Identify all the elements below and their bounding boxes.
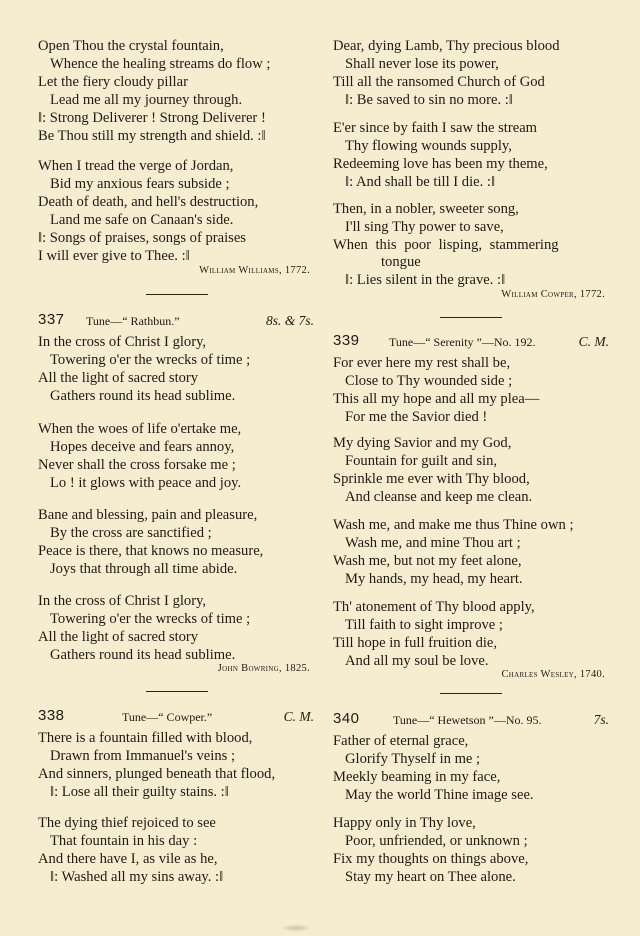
- verse-line: I'll sing Thy power to save,: [345, 219, 504, 235]
- verse-line: My hands, my head, my heart.: [345, 571, 523, 587]
- hymn-header-338: [38, 709, 318, 729]
- tune-name: Tune—“ Cowper.”: [122, 710, 213, 724]
- verse-line: ‖: Be saved to sin no more. :‖: [345, 92, 513, 108]
- verse-line: Gathers round its head sublime.: [50, 388, 236, 404]
- verse-line: Bane and blessing, pain and pleasure,: [38, 507, 258, 523]
- verse-line: Whence the healing streams do flow ;: [50, 56, 271, 72]
- verse-line: Till hope in full fruition die,: [333, 635, 498, 651]
- verse-line: Never shall the cross forsake me ;: [38, 457, 236, 473]
- verse-line: Bid my anxious fears subside ;: [50, 176, 230, 192]
- verse-line: Open Thou the crystal fountain,: [38, 38, 224, 54]
- verse-line: Be Thou still my strength and shield. :‖: [38, 128, 266, 144]
- verse-line: Dear, dying Lamb, Thy precious blood: [333, 38, 560, 54]
- verse-line: ‖: Strong Deliverer ! Strong Deliverer !: [38, 110, 266, 126]
- author-attribution: William Cowper, 1772.: [501, 289, 605, 300]
- verse-line: There is a fountain filled with blood,: [38, 730, 253, 746]
- hymn-header-340: [333, 712, 613, 732]
- author-attribution: John Bowring, 1825.: [217, 663, 310, 674]
- verse-line: Let the fiery cloudy pillar: [38, 74, 188, 90]
- verse-line: ‖: Lose all their guilty stains. :‖: [50, 784, 229, 800]
- verse-line: Thy flowing wounds supply,: [345, 138, 512, 154]
- verse-line: The dying thief rejoiced to see: [38, 815, 216, 831]
- section-divider: [146, 294, 208, 295]
- verse-line: All the light of sacred story: [38, 370, 199, 386]
- hymn-number: 340: [333, 710, 360, 727]
- verse-line: Towering o'er the wrecks of time ;: [50, 352, 251, 368]
- tune-name: Tune—“ Hewetson ”—No. 95.: [393, 713, 542, 727]
- meter: C. M.: [578, 334, 609, 349]
- meter: C. M.: [283, 709, 314, 724]
- verse-line: Glorify Thyself in me ;: [345, 751, 481, 767]
- verse-line: Meekly beaming in my face,: [333, 769, 501, 785]
- verse-line: Th' atonement of Thy blood apply,: [333, 599, 535, 615]
- verse-line: In the cross of Christ I glory,: [38, 593, 207, 609]
- verse-line: Wash me, and make me thus Thine own ;: [333, 517, 574, 533]
- section-divider: [440, 317, 502, 318]
- verse-line: Peace is there, that knows no measure,: [38, 543, 264, 559]
- verse-line: Death of death, and hell's destruction,: [38, 194, 259, 210]
- verse-line: Father of eternal grace,: [333, 733, 469, 749]
- verse-line: Lead me all my journey through.: [50, 92, 243, 108]
- verse-line: Wash me, and mine Thou art ;: [345, 535, 521, 551]
- hymn-header-339: [333, 334, 613, 354]
- verse-line: Happy only in Thy love,: [333, 815, 476, 831]
- verse-line: I will ever give to Thee. :‖: [38, 248, 190, 264]
- verse-line: When the woes of life o'ertake me,: [38, 421, 242, 437]
- verse-line: Sprinkle me ever with Thy blood,: [333, 471, 530, 487]
- verse-line: Joys that through all time abide.: [50, 561, 238, 577]
- verse-line: For me the Savior died !: [345, 409, 488, 425]
- verse-line: When I tread the verge of Jordan,: [38, 158, 234, 174]
- meter: 7s.: [593, 712, 609, 727]
- verse-line: May the world Thine image see.: [345, 787, 534, 803]
- meter: 8s. & 7s.: [265, 313, 314, 328]
- verse-line: Stay my heart on Thee alone.: [345, 869, 516, 885]
- print-smudge: [280, 924, 312, 932]
- verse-line: ‖: And shall be till I die. :‖: [345, 174, 496, 190]
- section-divider: [146, 691, 208, 692]
- verse-line: For ever here my rest shall be,: [333, 355, 511, 371]
- verse-line: Shall never lose its power,: [345, 56, 499, 72]
- verse-line: In the cross of Christ I glory,: [38, 334, 207, 350]
- verse-line: And all my soul be love.: [345, 653, 489, 669]
- author-attribution: William Williams, 1772.: [199, 265, 310, 276]
- verse-line: Poor, unfriended, or unknown ;: [345, 833, 528, 849]
- verse-line: Wash me, but not my feet alone,: [333, 553, 522, 569]
- verse-line: When this poor lisping, stammering: [333, 237, 559, 253]
- verse-line: Redeeming love has been my theme,: [333, 156, 548, 172]
- verse-line: My dying Savior and my God,: [333, 435, 512, 451]
- verse-line: Till all the ransomed Church of God: [333, 74, 545, 90]
- verse-line: This all my hope and all my plea—: [333, 391, 540, 407]
- verse-line: Close to Thy wounded side ;: [345, 373, 513, 389]
- hymn-number: 337: [38, 311, 65, 328]
- author-attribution: Charles Wesley, 1740.: [501, 669, 605, 680]
- verse-line: Gathers round its head sublime.: [50, 647, 236, 663]
- verse-line: All the light of sacred story: [38, 629, 199, 645]
- verse-line: Land me safe on Canaan's side.: [50, 212, 234, 228]
- verse-line: And sinners, plunged beneath that flood,: [38, 766, 276, 782]
- verse-line: And there have I, as vile as he,: [38, 851, 218, 867]
- verse-line: Drawn from Immanuel's veins ;: [50, 748, 236, 764]
- verse-line: ‖: Washed all my sins away. :‖: [50, 869, 224, 885]
- hymn-header-337: [38, 313, 318, 333]
- verse-line: By the cross are sanctified ;: [50, 525, 212, 541]
- verse-line: Lo ! it glows with peace and joy.: [50, 475, 242, 491]
- verse-line: Then, in a nobler, sweeter song,: [333, 201, 519, 217]
- tune-name: Tune—“ Rathbun.”: [86, 314, 180, 328]
- verse-line: Fountain for guilt and sin,: [345, 453, 498, 469]
- verse-line: Towering o'er the wrecks of time ;: [50, 611, 251, 627]
- verse-line: ‖: Songs of praises, songs of praises: [38, 230, 246, 246]
- hymn-number: 338: [38, 707, 65, 724]
- verse-line: ‖: Lies silent in the grave. :‖: [345, 272, 506, 288]
- verse-line: Till faith to sight improve ;: [345, 617, 503, 633]
- verse-line: E'er since by faith I saw the stream: [333, 120, 538, 136]
- section-divider: [440, 693, 502, 694]
- verse-line: And cleanse and keep me clean.: [345, 489, 533, 505]
- tune-name: Tune—“ Serenity ”—No. 192.: [389, 335, 536, 349]
- hymn-number: 339: [333, 332, 360, 349]
- verse-line: Fix my thoughts on things above,: [333, 851, 529, 867]
- verse-line: Hopes deceive and fears annoy,: [50, 439, 235, 455]
- verse-line: tongue: [381, 254, 421, 270]
- verse-line: That fountain in his day :: [50, 833, 198, 849]
